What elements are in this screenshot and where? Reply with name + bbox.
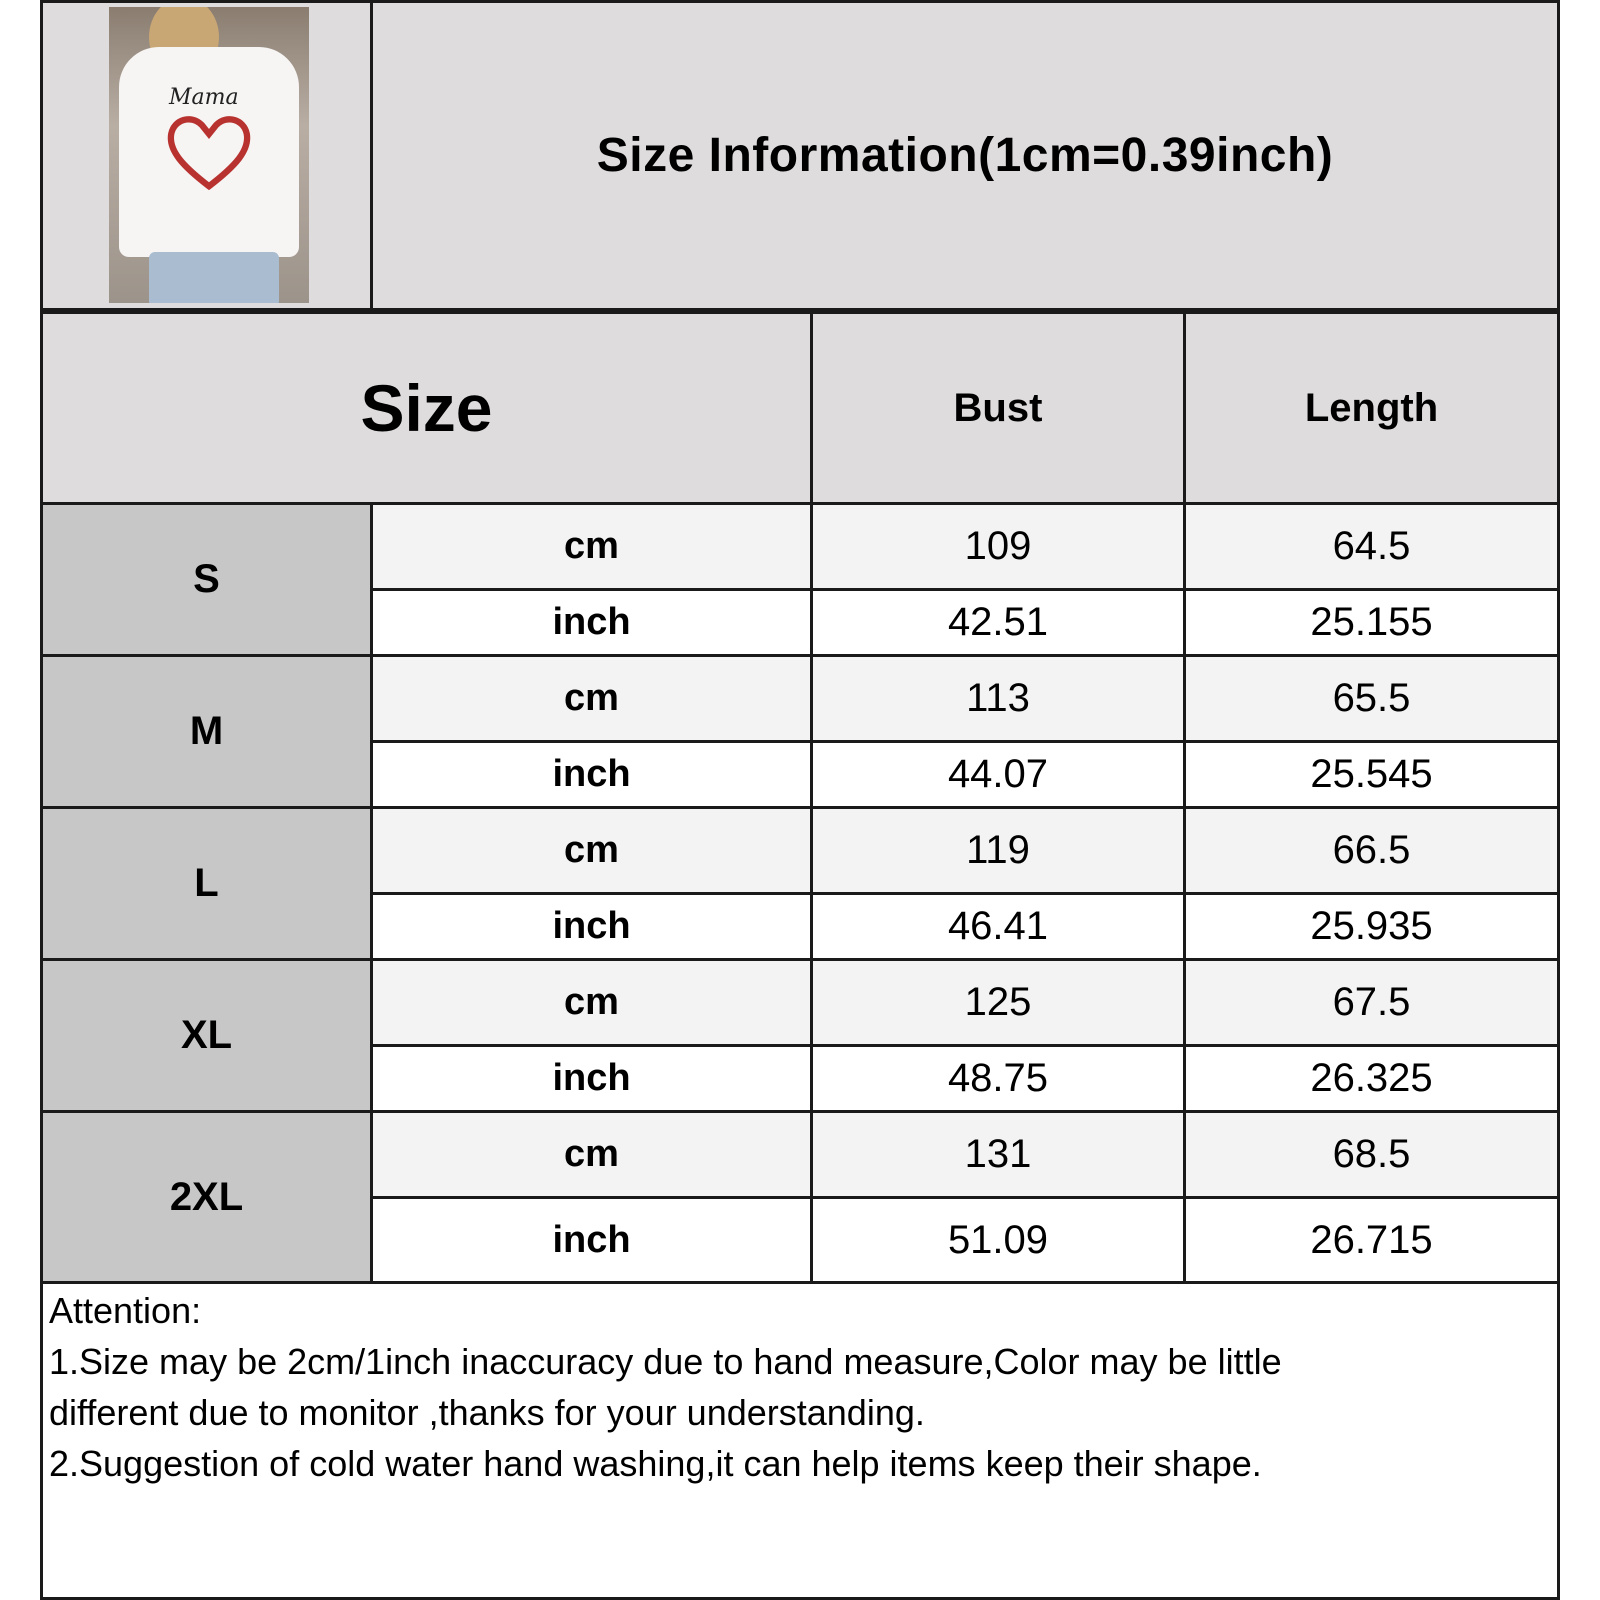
size-label: XL xyxy=(180,1013,233,1057)
unit-label: cm xyxy=(564,677,619,719)
table-row xyxy=(370,1044,813,1113)
notes-heading: Attention: xyxy=(49,1290,202,1331)
bust-value-cell xyxy=(810,958,1186,1047)
chart-title: Size Information(1cm=0.39inch) xyxy=(596,129,1334,182)
table-row xyxy=(370,806,813,895)
bust-header-cell xyxy=(810,311,1186,505)
size-header: Size xyxy=(360,371,493,445)
notes-line: different due to monitor ,thanks for your understanding. xyxy=(49,1392,925,1433)
size-label-cell xyxy=(40,502,373,657)
bust-value-cell xyxy=(810,588,1186,657)
size-label-cell xyxy=(40,806,373,961)
length-value: 67.5 xyxy=(1332,980,1411,1024)
bust-value-cell xyxy=(810,1196,1186,1284)
length-value-cell xyxy=(1183,892,1560,961)
length-value: 25.935 xyxy=(1310,904,1433,948)
size-label-cell xyxy=(40,654,373,809)
size-chart xyxy=(40,0,1560,1600)
unit-label: inch xyxy=(552,1057,631,1099)
bust-value-cell xyxy=(810,740,1186,809)
length-value: 68.5 xyxy=(1332,1132,1411,1176)
length-header: Length xyxy=(1304,385,1439,430)
chart-title-cell xyxy=(370,0,1560,311)
unit-label: cm xyxy=(564,981,619,1023)
bust-value: 125 xyxy=(964,980,1032,1024)
unit-label: cm xyxy=(564,525,619,567)
size-label: M xyxy=(189,709,224,753)
notes-line: 1.Size may be 2cm/1inch inaccuracy due to hand measure,Color may be little xyxy=(49,1341,1282,1382)
length-value: 25.155 xyxy=(1310,600,1433,644)
table-row xyxy=(370,1196,813,1284)
length-value-cell xyxy=(1183,740,1560,809)
bust-value: 51.09 xyxy=(947,1217,1049,1262)
bust-value: 42.51 xyxy=(947,600,1049,644)
bust-value: 48.75 xyxy=(947,1056,1049,1100)
bust-header: Bust xyxy=(953,385,1043,430)
table-row xyxy=(370,502,813,591)
table-row xyxy=(370,588,813,657)
length-value-cell xyxy=(1183,1196,1560,1284)
length-value-cell xyxy=(1183,502,1560,591)
length-value-cell xyxy=(1183,1110,1560,1199)
heart-icon xyxy=(164,107,254,197)
unit-label: inch xyxy=(552,601,631,643)
notes-line: 2.Suggestion of cold water hand washing,it can help items keep their shape. xyxy=(49,1443,1262,1484)
size-label: L xyxy=(194,861,219,905)
size-label-cell xyxy=(40,1110,373,1284)
bust-value: 113 xyxy=(966,676,1030,720)
length-value-cell xyxy=(1183,588,1560,657)
length-value-cell xyxy=(1183,958,1560,1047)
length-header-cell xyxy=(1183,311,1560,505)
table-row xyxy=(370,958,813,1047)
table-row xyxy=(370,1110,813,1199)
unit-label: inch xyxy=(552,905,631,947)
size-header-cell xyxy=(40,311,813,505)
length-value-cell xyxy=(1183,1044,1560,1113)
length-value: 64.5 xyxy=(1332,524,1411,568)
sweatshirt-print-text: Mama xyxy=(169,85,239,110)
table-row xyxy=(370,892,813,961)
unit-label: inch xyxy=(552,753,631,795)
unit-label: inch xyxy=(552,1218,631,1261)
bust-value-cell xyxy=(810,654,1186,743)
length-value: 26.715 xyxy=(1310,1217,1433,1262)
unit-label: cm xyxy=(564,829,619,871)
attention-notes xyxy=(40,1281,1560,1600)
length-value-cell xyxy=(1183,806,1560,895)
length-value: 26.325 xyxy=(1310,1056,1433,1100)
size-label: 2XL xyxy=(169,1174,244,1219)
bust-value-cell xyxy=(810,892,1186,961)
table-row xyxy=(370,654,813,743)
product-photo xyxy=(109,7,309,303)
bust-value: 119 xyxy=(966,828,1030,872)
size-label: S xyxy=(193,557,220,601)
length-value: 66.5 xyxy=(1332,828,1411,872)
bust-value: 109 xyxy=(964,524,1032,568)
bust-value-cell xyxy=(810,1044,1186,1113)
unit-label: cm xyxy=(564,1133,619,1175)
bust-value-cell xyxy=(810,806,1186,895)
product-photo-cell xyxy=(40,0,373,311)
length-value: 65.5 xyxy=(1332,676,1411,720)
bust-value-cell xyxy=(810,1110,1186,1199)
size-label-cell xyxy=(40,958,373,1113)
bust-value: 131 xyxy=(964,1132,1032,1176)
table-row xyxy=(370,740,813,809)
bust-value: 44.07 xyxy=(947,752,1049,796)
denim-shorts xyxy=(149,252,279,303)
bust-value: 46.41 xyxy=(947,904,1049,948)
length-value-cell xyxy=(1183,654,1560,743)
bust-value-cell xyxy=(810,502,1186,591)
length-value: 25.545 xyxy=(1310,752,1433,796)
